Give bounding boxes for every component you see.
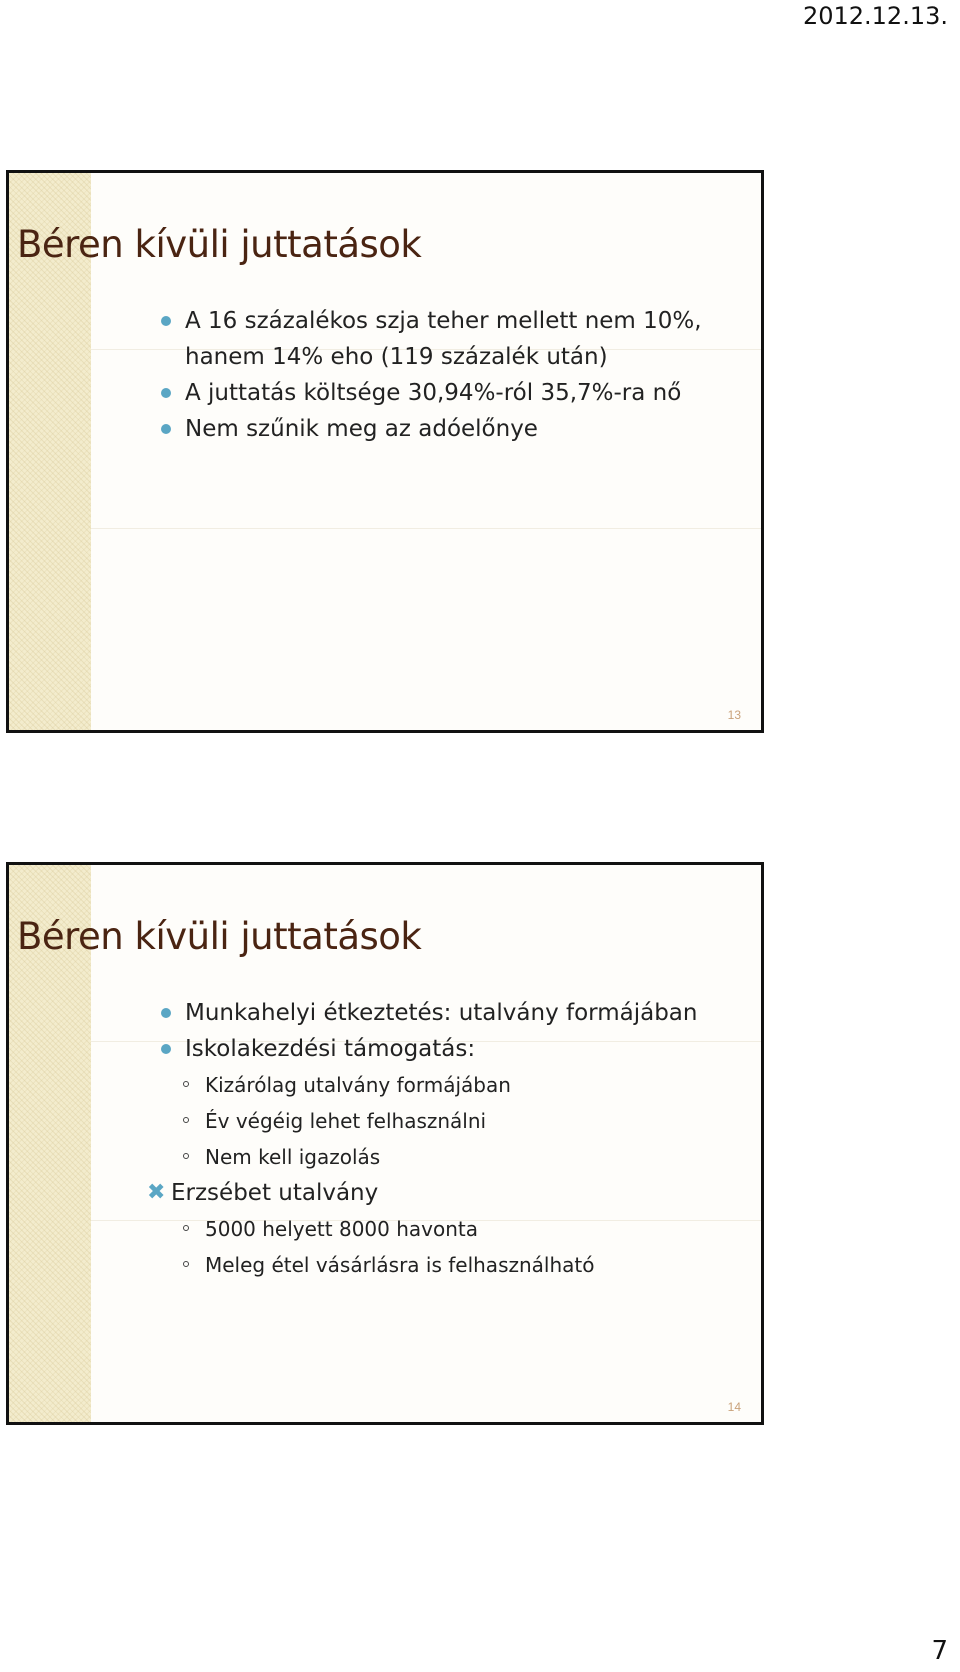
bullet-text: Munkahelyi étkeztetés: utalvány formájában <box>185 1000 698 1026</box>
sub-bullet-item <box>161 1139 761 1175</box>
sub-bullet-icon <box>183 1117 189 1123</box>
page-date: 2012.12.13. <box>802 2 948 30</box>
x-bullet-item <box>147 1175 761 1211</box>
sub-bullet-item <box>161 1247 761 1283</box>
x-mark-icon: ✖ <box>147 1180 166 1205</box>
bullet-text-continued: hanem 14% eho (119 százalék után) <box>185 344 608 370</box>
bullet-item <box>161 411 761 447</box>
bullet-text: Iskolakezdési támogatás: <box>185 1036 476 1062</box>
divider <box>91 528 761 529</box>
x-bullet-text: Erzsébet utalvány <box>171 1180 379 1206</box>
sub-bullet-item <box>161 1103 761 1139</box>
bullet-item <box>161 303 761 375</box>
sub-bullet-text: Nem kell igazolás <box>205 1145 381 1169</box>
bullet-text: Nem szűnik meg az adóelőnye <box>185 416 538 442</box>
bullet-item <box>161 995 761 1031</box>
bullet-item <box>161 375 761 411</box>
slide-number: 13 <box>727 708 741 722</box>
sub-bullet-item <box>161 1067 761 1103</box>
bullet-text: A juttatás költsége 30,94%-ról 35,7%-ra nő <box>185 380 682 406</box>
bullet-icon <box>161 424 171 434</box>
bullet-icon <box>161 1008 171 1018</box>
bullet-icon <box>161 1044 171 1054</box>
sub-bullet-icon <box>183 1153 189 1159</box>
sub-bullet-icon <box>183 1081 189 1087</box>
slide-number: 14 <box>727 1400 741 1414</box>
slide-13 <box>6 170 764 733</box>
slide-body <box>161 303 761 447</box>
sub-bullet-text: 5000 helyett 8000 havonta <box>205 1217 479 1241</box>
sub-bullet-item <box>161 1211 761 1247</box>
sub-bullet-icon <box>183 1225 189 1231</box>
sub-bullet-text: Év végéig lehet felhasználni <box>205 1109 487 1133</box>
bullet-icon <box>161 316 171 326</box>
page-number: 7 <box>931 1636 948 1666</box>
bullet-text: A 16 százalékos szja teher mellett nem 10%, <box>185 308 702 334</box>
sub-bullet-text: Meleg étel vásárlásra is felhasználható <box>205 1253 595 1277</box>
slide-14 <box>6 862 764 1425</box>
sub-bullet-text: Kizárólag utalvány formájában <box>205 1073 511 1097</box>
slide-title: Béren kívüli juttatások <box>17 915 422 958</box>
bullet-icon <box>161 388 171 398</box>
sub-bullet-icon <box>183 1261 189 1267</box>
bullet-item <box>161 1031 761 1067</box>
slide-title: Béren kívüli juttatások <box>17 223 422 266</box>
slide-body <box>147 995 761 1283</box>
